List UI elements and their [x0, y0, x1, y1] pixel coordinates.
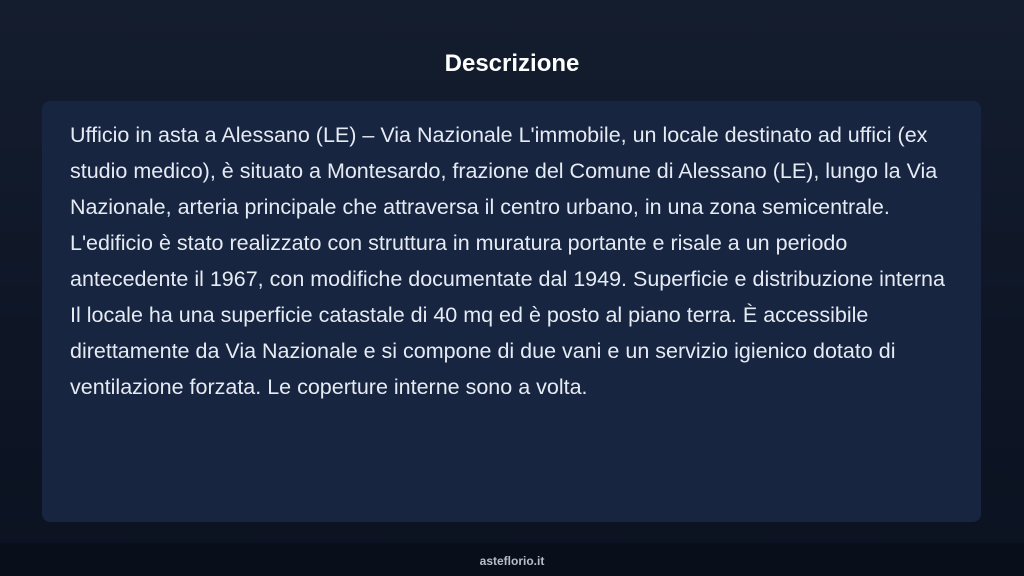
description-card	[42, 101, 981, 522]
description-text: Ufficio in asta a Alessano (LE) – Via Nazionale L'immobile, un locale destinato ad uffici (ex studio medico), è situato a Montesardo, frazione del Comune di Alessano (LE), lungo la Via Nazionale, arteria principale che attraversa il centro urbano, in una zona semicentrale. L'edificio è stato realizzato con struttura in muratura portante e risale a un periodo antecedente il 1967, con modifiche documentate dal 1949. Superficie e distribuzione interna Il locale ha una superficie catastale di 40 mq ed è posto al piano terra. È accessibile direttamente da Via Nazionale e si compone di due vani e un servizio igienico dotato di ventilazione forzata. Le coperture interne sono a volta.	[70, 123, 945, 399]
footer-site-name: asteflorio.it	[479, 554, 545, 568]
page-title: Descrizione	[444, 50, 580, 77]
footer-bar	[0, 543, 1024, 576]
